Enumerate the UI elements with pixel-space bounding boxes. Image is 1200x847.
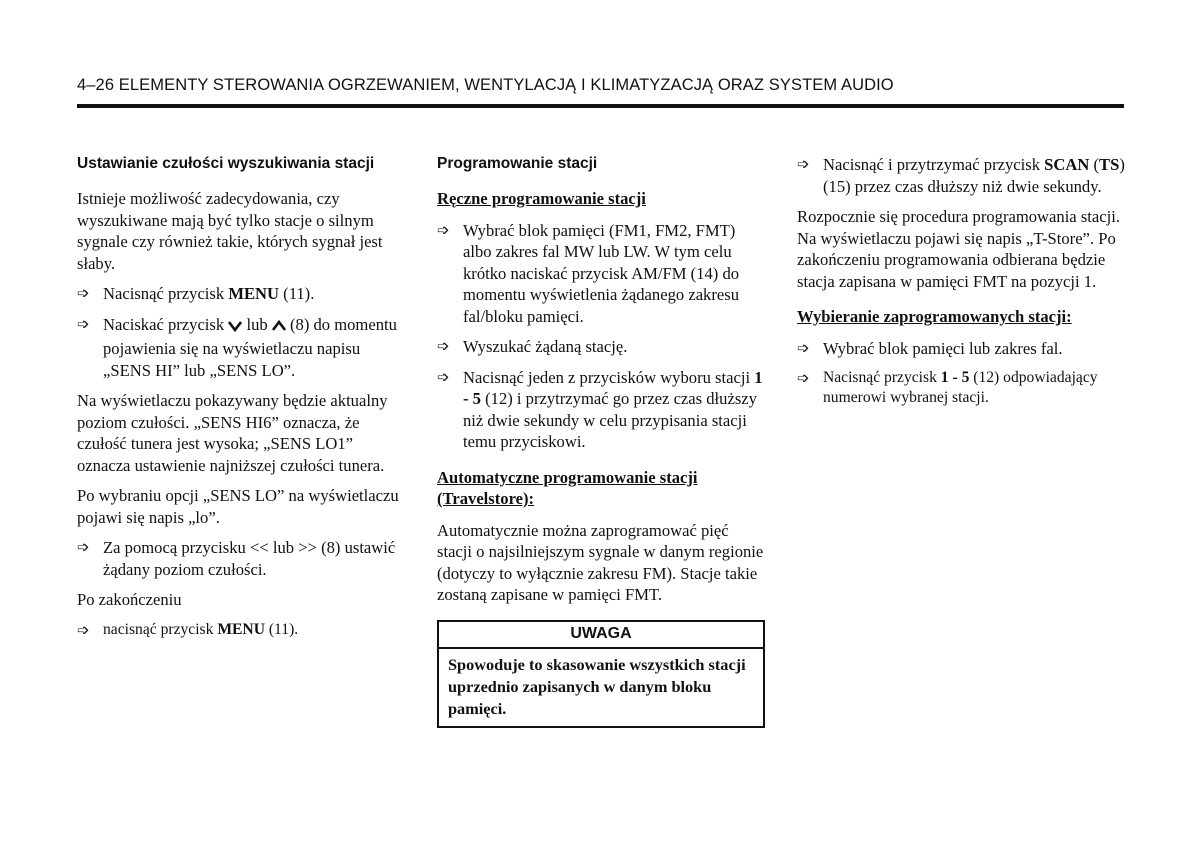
item-bold: 1 - 5 xyxy=(463,367,763,408)
arrow-bullet-icon: ➩ xyxy=(77,314,90,333)
list-item xyxy=(77,620,407,640)
list-item xyxy=(437,220,767,328)
subsection-heading: Wybieranie zaprogramowanych stacji: xyxy=(797,307,1072,326)
warning-title: UWAGA xyxy=(439,622,763,649)
section-heading: Ustawianie czułości wyszukiwania stacji xyxy=(77,155,375,172)
list-item xyxy=(437,367,767,453)
subsection-heading: Ręczne programowanie stacji xyxy=(437,189,646,208)
paragraph: Automatycznie można zaprogramować pięć stacji o najsilniejszym sygnale w danym regionie (dotyczy to wyłącznie zakresu FM). Stacje takie zostaną zapisane w pamięci FMT. xyxy=(437,520,764,604)
arrow-bullet-icon: ➩ xyxy=(437,337,450,355)
arrow-bullet-icon: ➩ xyxy=(77,620,90,639)
column-2 xyxy=(437,154,767,615)
list-item xyxy=(797,368,1127,408)
chevron-up-icon xyxy=(272,317,286,339)
item-text: Nacisnąć przycisk xyxy=(103,284,229,303)
paragraph: Na wyświetlaczu pokazywany będzie aktualny poziom czułości. „SENS HI6” oznacza, że czułość tunera jest wysoka; „SENS LO1” oznacza ustawienie najniższej czułości tunera. xyxy=(77,391,388,475)
page-header-text: 4–26 ELEMENTY STEROWANIA OGRZEWANIEM, WENTYLACJĄ I KLIMATYZACJĄ ORAZ SYSTEM AUDIO xyxy=(77,76,894,94)
item-text: (12) odpowiadający numerowi wybranej stacji. xyxy=(823,369,1098,406)
paragraph: Rozpocznie się procedura programowania stacji. Na wyświetlaczu pojawi się napis „T-Store”. Po zakończeniu programowania odbierana będzie stacja zapisana w pamięci FMT na pozycji 1. xyxy=(797,207,1120,291)
item-text: (8) do momentu pojawienia się na wyświetlaczu napisu „SENS HI” lub „SENS LO”. xyxy=(103,314,397,380)
item-text: (12) i przytrzymać go przez czas dłuższy niż dwie sekundy w celu przypisania stacji temu przyciskowi. xyxy=(463,389,757,451)
column-1 xyxy=(77,154,407,649)
item-text: ) (15) przez czas dłuższy niż dwie sekundy. xyxy=(823,155,1125,196)
warning-box xyxy=(437,620,765,728)
paragraph: Istnieje możliwość zadecydowania, czy wyszukiwane mają być tylko stacje o silnym sygnale czy również takie, których sygnał jest słaby. xyxy=(77,189,383,273)
page-header xyxy=(77,76,1124,108)
list-item xyxy=(797,154,1127,197)
paragraph: Po zakończeniu xyxy=(77,590,182,609)
item-bold: MENU xyxy=(217,620,265,638)
arrow-bullet-icon: ➩ xyxy=(797,155,810,173)
list-item xyxy=(77,283,407,305)
item-text: ( xyxy=(1089,155,1100,174)
arrow-bullet-icon: ➩ xyxy=(437,367,450,386)
list-item xyxy=(797,338,1127,360)
list-item xyxy=(77,537,407,580)
item-text: lub xyxy=(242,314,272,334)
arrow-bullet-icon: ➩ xyxy=(797,369,810,387)
item-bold: SCAN xyxy=(1044,155,1090,174)
warning-text: Spowoduje to skasowanie wszystkich stacji uprzednio zapisanych w danym bloku pamięci. xyxy=(448,655,746,718)
arrow-bullet-icon: ➩ xyxy=(437,220,450,239)
list-item xyxy=(437,336,767,358)
arrow-bullet-icon: ➩ xyxy=(77,284,90,302)
item-bold: TS xyxy=(1099,155,1120,174)
item-text: (11). xyxy=(264,620,299,638)
item-text: Wybrać blok pamięci (FM1, FM2, FMT) albo zakres fal MW lub LW. W tym celu krótko naciskać przycisk AM/FM (14) do momentu wyświetlenia żądanego zakresu fal/bloku pamięci. xyxy=(463,220,740,326)
item-text: Naciskać przycisk xyxy=(103,314,229,334)
paragraph: Po wybraniu opcji „SENS LO” na wyświetlaczu pojawi się napis „lo”. xyxy=(77,486,399,527)
item-bold: MENU xyxy=(228,284,280,303)
item-bold: 1 - 5 xyxy=(940,369,970,386)
chevron-down-icon xyxy=(228,317,242,339)
item-text: Nacisnąć i przytrzymać przycisk xyxy=(823,155,1045,174)
arrow-bullet-icon: ➩ xyxy=(797,338,810,357)
item-text: Wybrać blok pamięci lub zakres fal. xyxy=(823,338,1063,358)
item-text: Wyszukać żądaną stację. xyxy=(463,337,628,356)
list-item xyxy=(77,314,407,382)
item-text: (11). xyxy=(279,284,315,303)
item-text: Nacisnąć przycisk xyxy=(823,369,941,386)
subsection-heading: Automatyczne programowanie stacji (Travelstore): xyxy=(437,467,698,508)
item-text: Nacisnąć jeden z przycisków wyboru stacji xyxy=(463,367,755,387)
arrow-bullet-icon: ➩ xyxy=(77,538,90,556)
section-heading: Programowanie stacji xyxy=(437,155,598,172)
item-text: nacisnąć przycisk xyxy=(103,620,218,638)
item-text: Za pomocą przycisku << lub >> (8) ustawić żądany poziom czułości. xyxy=(103,538,396,579)
column-3 xyxy=(797,154,1127,417)
